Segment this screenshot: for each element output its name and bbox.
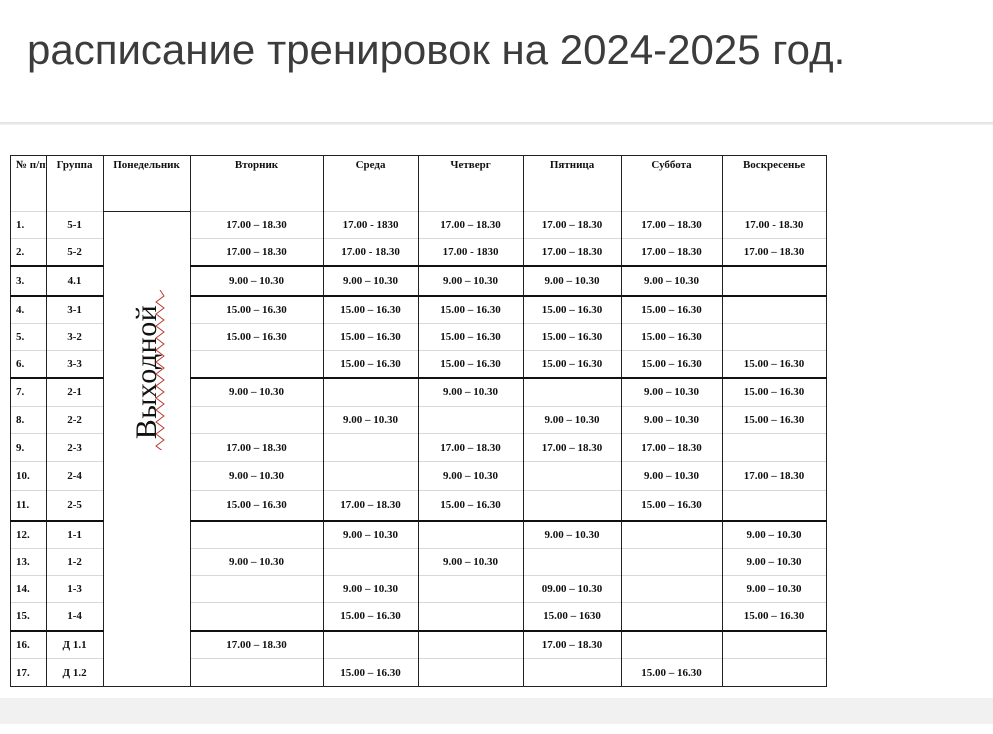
row-number: 9. <box>11 434 47 462</box>
group-cell: 2-3 <box>46 434 103 462</box>
time-cell-fri <box>523 378 621 407</box>
time-cell-sun: 15.00 – 16.30 <box>722 407 826 434</box>
time-cell-wed <box>323 378 418 407</box>
time-cell-fri: 9.00 – 10.30 <box>523 266 621 296</box>
time-cell-fri: 17.00 – 18.30 <box>523 239 621 266</box>
time-cell-thu <box>418 659 523 687</box>
time-cell-tue <box>190 521 323 549</box>
time-cell-wed <box>323 462 418 491</box>
group-cell: 1-3 <box>46 576 103 603</box>
page-title: расписание тренировок на 2024-2025 год. <box>27 26 846 73</box>
time-cell-sat <box>621 521 722 549</box>
time-cell-tue: 15.00 – 16.30 <box>190 296 323 324</box>
time-cell-sat: 9.00 – 10.30 <box>621 266 722 296</box>
time-cell-wed <box>323 631 418 659</box>
row-number: 5. <box>11 324 47 351</box>
group-cell: 2-4 <box>46 462 103 491</box>
schedule-sheet <box>0 125 993 698</box>
row-number: 17. <box>11 659 47 687</box>
time-cell-tue: 9.00 – 10.30 <box>190 549 323 576</box>
time-cell-thu: 9.00 – 10.30 <box>418 549 523 576</box>
time-cell-tue: 9.00 – 10.30 <box>190 378 323 407</box>
header-num: № п/п <box>11 156 47 212</box>
schedule-table <box>10 155 827 687</box>
time-cell-tue <box>190 659 323 687</box>
time-cell-wed: 15.00 – 16.30 <box>323 659 418 687</box>
group-cell: 2-2 <box>46 407 103 434</box>
row-number: 4. <box>11 296 47 324</box>
group-cell: Д 1.2 <box>46 659 103 687</box>
time-cell-sat: 15.00 – 16.30 <box>621 351 722 378</box>
time-cell-sun: 17.00 – 18.30 <box>722 239 826 266</box>
time-cell-sun: 15.00 – 16.30 <box>722 378 826 407</box>
time-cell-sat: 17.00 – 18.30 <box>621 212 722 239</box>
group-cell: 3-1 <box>46 296 103 324</box>
row-number: 2. <box>11 239 47 266</box>
time-cell-fri: 15.00 – 16.30 <box>523 324 621 351</box>
time-cell-fri <box>523 659 621 687</box>
spellcheck-underline-icon <box>155 290 165 450</box>
time-cell-tue: 17.00 – 18.30 <box>190 239 323 266</box>
time-cell-wed: 17.00 - 1830 <box>323 212 418 239</box>
group-cell: 2-1 <box>46 378 103 407</box>
time-cell-thu: 9.00 – 10.30 <box>418 266 523 296</box>
time-cell-wed: 9.00 – 10.30 <box>323 266 418 296</box>
time-cell-fri <box>523 462 621 491</box>
time-cell-wed: 15.00 – 16.30 <box>323 296 418 324</box>
row-number: 10. <box>11 462 47 491</box>
header-row <box>11 156 827 212</box>
time-cell-tue: 9.00 – 10.30 <box>190 462 323 491</box>
group-cell: 3-3 <box>46 351 103 378</box>
time-cell-thu: 17.00 - 1830 <box>418 239 523 266</box>
time-cell-sat: 9.00 – 10.30 <box>621 407 722 434</box>
group-cell: 1-1 <box>46 521 103 549</box>
time-cell-fri <box>523 549 621 576</box>
time-cell-fri: 9.00 – 10.30 <box>523 407 621 434</box>
time-cell-sun: 15.00 – 16.30 <box>722 351 826 378</box>
header-group: Группа <box>46 156 103 212</box>
row-number: 1. <box>11 212 47 239</box>
time-cell-sat <box>621 576 722 603</box>
time-cell-thu <box>418 521 523 549</box>
time-cell-sun <box>722 296 826 324</box>
header-sunday: Воскресенье <box>722 156 826 212</box>
header-wednesday: Среда <box>323 156 418 212</box>
time-cell-sat: 9.00 – 10.30 <box>621 462 722 491</box>
row-number: 16. <box>11 631 47 659</box>
row-number: 8. <box>11 407 47 434</box>
time-cell-sat: 15.00 – 16.30 <box>621 296 722 324</box>
row-number: 6. <box>11 351 47 378</box>
table-row <box>11 212 827 239</box>
time-cell-fri: 17.00 – 18.30 <box>523 631 621 659</box>
time-cell-tue <box>190 603 323 631</box>
time-cell-wed: 9.00 – 10.30 <box>323 521 418 549</box>
time-cell-fri <box>523 491 621 521</box>
time-cell-sat <box>621 549 722 576</box>
time-cell-sat: 17.00 – 18.30 <box>621 239 722 266</box>
time-cell-sat: 17.00 – 18.30 <box>621 434 722 462</box>
time-cell-sat: 15.00 – 16.30 <box>621 491 722 521</box>
time-cell-wed: 15.00 – 16.30 <box>323 351 418 378</box>
row-number: 7. <box>11 378 47 407</box>
row-number: 13. <box>11 549 47 576</box>
time-cell-tue: 17.00 – 18.30 <box>190 434 323 462</box>
time-cell-thu: 9.00 – 10.30 <box>418 462 523 491</box>
time-cell-thu: 15.00 – 16.30 <box>418 324 523 351</box>
time-cell-fri: 17.00 – 18.30 <box>523 212 621 239</box>
time-cell-fri: 17.00 – 18.30 <box>523 434 621 462</box>
time-cell-sun <box>722 266 826 296</box>
time-cell-tue: 17.00 – 18.30 <box>190 631 323 659</box>
group-cell: Д 1.1 <box>46 631 103 659</box>
group-cell: 4.1 <box>46 266 103 296</box>
time-cell-sun <box>722 659 826 687</box>
time-cell-thu: 15.00 – 16.30 <box>418 296 523 324</box>
header-saturday: Суббота <box>621 156 722 212</box>
time-cell-tue: 9.00 – 10.30 <box>190 266 323 296</box>
time-cell-sat: 9.00 – 10.30 <box>621 378 722 407</box>
time-cell-tue <box>190 407 323 434</box>
monday-day-off-cell <box>103 212 190 687</box>
time-cell-wed: 15.00 – 16.30 <box>323 324 418 351</box>
time-cell-thu <box>418 576 523 603</box>
header-tuesday: Вторник <box>190 156 323 212</box>
header-thursday: Четверг <box>418 156 523 212</box>
group-cell: 1-2 <box>46 549 103 576</box>
time-cell-sun <box>722 631 826 659</box>
time-cell-wed: 9.00 – 10.30 <box>323 576 418 603</box>
time-cell-thu: 15.00 – 16.30 <box>418 491 523 521</box>
time-cell-sat: 15.00 – 16.30 <box>621 324 722 351</box>
row-number: 12. <box>11 521 47 549</box>
time-cell-thu: 17.00 – 18.30 <box>418 212 523 239</box>
time-cell-fri: 9.00 – 10.30 <box>523 521 621 549</box>
row-number: 14. <box>11 576 47 603</box>
time-cell-thu: 9.00 – 10.30 <box>418 378 523 407</box>
time-cell-tue <box>190 351 323 378</box>
time-cell-thu <box>418 603 523 631</box>
time-cell-fri: 15.00 – 1630 <box>523 603 621 631</box>
group-cell: 1-4 <box>46 603 103 631</box>
time-cell-fri: 15.00 – 16.30 <box>523 351 621 378</box>
time-cell-sun <box>722 324 826 351</box>
time-cell-wed <box>323 549 418 576</box>
day-off-label: Выходной <box>129 304 163 440</box>
time-cell-sat: 15.00 – 16.30 <box>621 659 722 687</box>
time-cell-sun: 15.00 – 16.30 <box>722 603 826 631</box>
time-cell-sun <box>722 491 826 521</box>
time-cell-wed: 9.00 – 10.30 <box>323 407 418 434</box>
group-cell: 2-5 <box>46 491 103 521</box>
header-friday: Пятница <box>523 156 621 212</box>
time-cell-sun: 9.00 – 10.30 <box>722 576 826 603</box>
time-cell-sat <box>621 603 722 631</box>
row-number: 11. <box>11 491 47 521</box>
time-cell-sun: 9.00 – 10.30 <box>722 549 826 576</box>
time-cell-sun: 9.00 – 10.30 <box>722 521 826 549</box>
time-cell-wed <box>323 434 418 462</box>
time-cell-tue <box>190 576 323 603</box>
row-number: 3. <box>11 266 47 296</box>
group-cell: 5-2 <box>46 239 103 266</box>
group-cell: 5-1 <box>46 212 103 239</box>
row-number: 15. <box>11 603 47 631</box>
header-monday: Понедельник <box>103 156 190 212</box>
time-cell-sat <box>621 631 722 659</box>
time-cell-tue: 15.00 – 16.30 <box>190 491 323 521</box>
time-cell-tue: 15.00 – 16.30 <box>190 324 323 351</box>
time-cell-thu: 15.00 – 16.30 <box>418 351 523 378</box>
time-cell-wed: 17.00 - 18.30 <box>323 239 418 266</box>
time-cell-sun: 17.00 – 18.30 <box>722 462 826 491</box>
time-cell-tue: 17.00 – 18.30 <box>190 212 323 239</box>
time-cell-wed: 17.00 – 18.30 <box>323 491 418 521</box>
time-cell-fri: 09.00 – 10.30 <box>523 576 621 603</box>
time-cell-sun <box>722 434 826 462</box>
time-cell-fri: 15.00 – 16.30 <box>523 296 621 324</box>
time-cell-wed: 15.00 – 16.30 <box>323 603 418 631</box>
time-cell-thu <box>418 631 523 659</box>
time-cell-thu: 17.00 – 18.30 <box>418 434 523 462</box>
time-cell-sun: 17.00 - 18.30 <box>722 212 826 239</box>
time-cell-thu <box>418 407 523 434</box>
group-cell: 3-2 <box>46 324 103 351</box>
